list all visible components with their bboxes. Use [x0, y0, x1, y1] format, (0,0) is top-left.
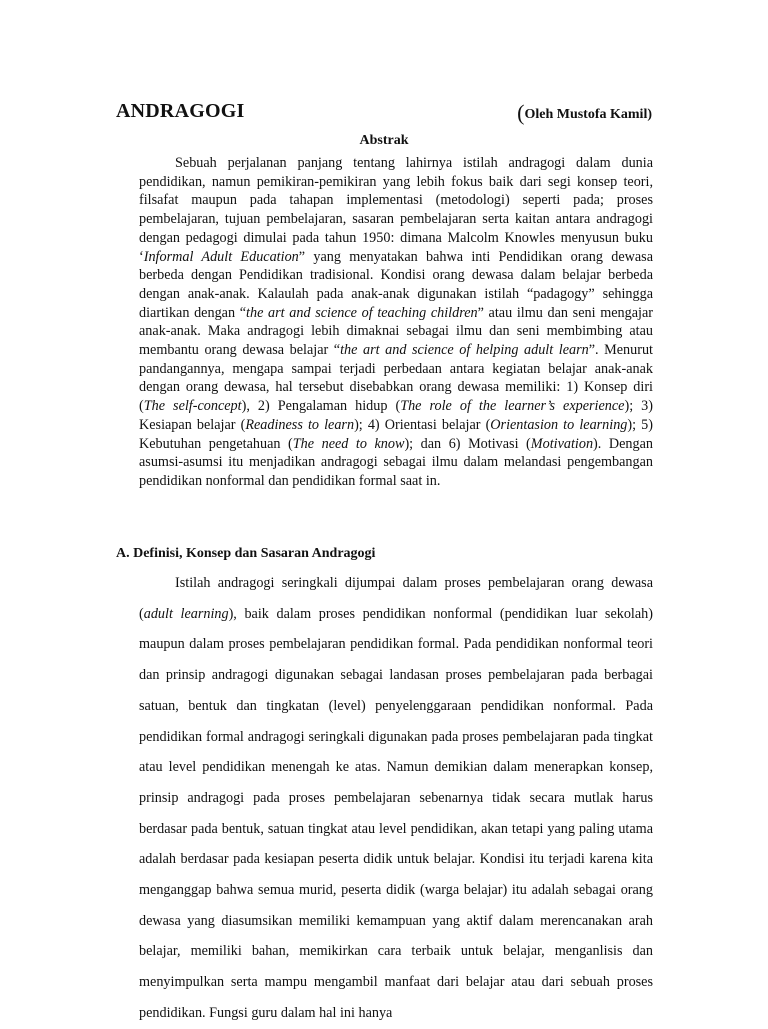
text-run: ), baik dalam proses pendidikan nonformal (pendidikan luar sekolah) maupun dalam proses pembelajaran pendidikan formal. Pada pendidikan nonformal teori dan prinsip andragogi digunakan sebagai landasan proses pembelajaran pada berbagai satuan, bentuk dan tingkatan (level) penyelenggaraan pendidikan nonformal. Pada pendidikan formal andragogi seringkali digunakan pada proses pembelajaran pada tingkat atau level pendidikan menengah ke atas. Namun demikian dalam menerapkan konsep, prinsip andragogi pada proses pembelajaran sebenarnya tidak secara mutlak harus berdasar pada bentuk, satuan tingkat atau level pendidikan, akan tetapi yang paling utama adalah berdasar pada kesiapan peserta didik untuk belajar. Kondisi itu terjadi karena kita menganggap bahwa semua murid, peserta didik (warga belajar) itu adalah sebagai orang dewasa yang diasumsikan memiliki kemampuan yang aktif dalam merencanakan arah belajar, memiliki bahan, memikirkan cara terbaik untuk belajar, menganlisis dan menyimpulkan serta mampu mengambil manfaat dari belajar atau dari sebuah proses pendidikan. Fungsi guru dalam hal ini hanya [139, 605, 653, 1021]
section-paragraph [139, 568, 653, 1029]
italic-text-run: adult learning [143, 605, 229, 622]
italic-text-run: Readiness to learn [245, 416, 355, 433]
text-run: ); 3) Kesiapan belajar ( [139, 398, 653, 433]
text-run: ”. Menurut pandangannya, mengapa sampai terjadi perbedaan antara kegiatan belajar anak-anak dengan orang dewasa, hal tersebut disebabkan orang dewasa memiliki: 1) Konsep diri ( [139, 342, 653, 415]
author-name: Oleh Mustofa Kamil) [524, 107, 652, 122]
text-run: ” yang menyatakan bahwa inti Pendidikan orang dewasa berbeda dengan Pendidikan tradisional. Kondisi orang dewasa dalam belajar berbeda dengan anak-anak. Kalaulah pada anak-anak digunakan istilah “padagogy” sehingga diartikan dengan “ [139, 248, 654, 321]
text-run: Sebuah perjalanan panjang tentang lahirnya istilah andragogi dalam dunia pendidikan, namun pemikiran-pemikiran yang lebih fokus baik dari segi konsep teori, filsafat maupun pada tahapan implementasi (metodologi) seperti pada; proses pembelajaran, tujuan pembelajaran, sasaran pembelajaran serta kaitan antara andragogi dengan pedagogi dimulai pada tahun 1950: dimana Malcolm Knowles menyusun buku ‘ [139, 155, 653, 265]
italic-text-run: Informal Adult Education [143, 248, 299, 265]
italic-text-run: The need to know [292, 435, 405, 452]
text-run: Istilah andragogi seringkali dijumpai dalam proses pembelajaran orang dewasa ( [139, 575, 653, 622]
text-run: ); dan 6) Motivasi ( [404, 435, 531, 452]
italic-text-run: Orientasion to learning [490, 416, 628, 433]
abstract-paragraph [139, 154, 653, 491]
text-run: ); 4) Orientasi belajar ( [354, 416, 491, 433]
italic-text-run: The role of the learner’s experience [400, 398, 625, 415]
italic-text-run: The self-concept [143, 398, 242, 415]
section-heading: A. Definisi, Konsep dan Sasaran Andragogi [116, 546, 376, 561]
title-row [116, 100, 656, 130]
document-title: ANDRAGOGI [116, 100, 245, 122]
text-run: ); 5) Kebutuhan pengetahuan ( [139, 416, 653, 452]
text-run: ). Dengan asumsi-asumsi itu menjadikan andragogi sebagai ilmu dalam melandasi pengembangan pendidikan nonformal dan pendidikan formal saat in. [139, 435, 653, 489]
text-run: ), 2) Pengalaman hidup ( [241, 398, 401, 415]
text-run: ” atau ilmu dan seni mengajar anak-anak. Maka andragogi lebih dimaknai sebagai ilmu dan seni membimbing atau membantu orang dewasa belajar “ [139, 304, 653, 359]
italic-text-run: the art and science of helping adult learn [340, 342, 589, 359]
italic-text-run: the art and science of teaching children [246, 304, 478, 321]
author-byline [517, 100, 652, 126]
italic-text-run: Motivation [530, 435, 594, 452]
abstract-heading: Abstrak [359, 133, 409, 148]
author-open-paren: ( [517, 100, 525, 125]
